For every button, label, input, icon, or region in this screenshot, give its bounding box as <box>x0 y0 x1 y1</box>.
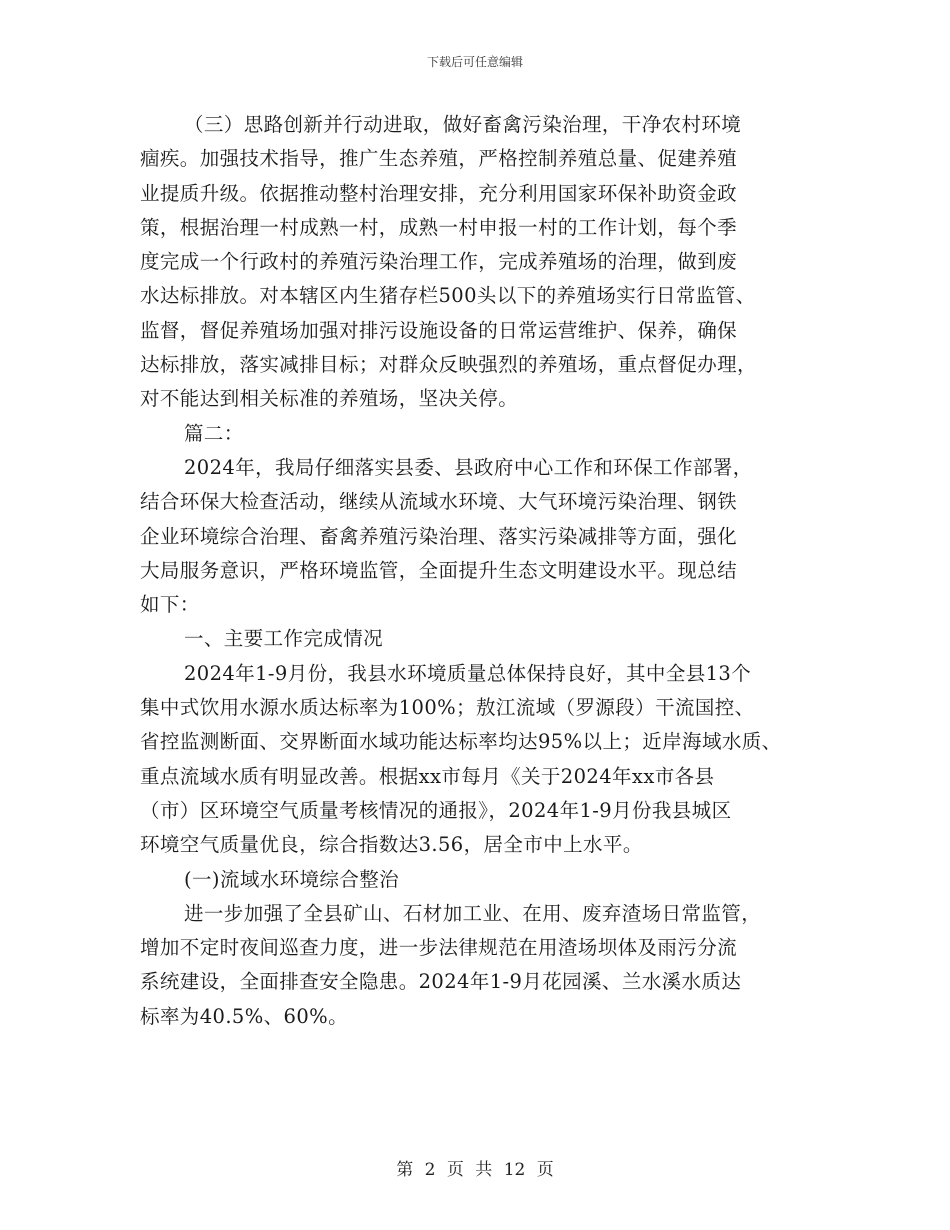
text-line: 结合环保大检查活动，继续从流域水环境、大气环境污染治理、钢铁 <box>140 490 738 514</box>
text-line: （市）区环境空气质量考核情况的通报》，2024年1-9月份我县城区 <box>140 798 732 822</box>
text-line: （三）思路创新并行动进取，做好畜禽污染治理，干净农村环境 <box>184 113 742 136</box>
text-line: 一、主要工作完成情况 <box>184 627 384 651</box>
text-line: 大局服务意识，严格环境监管，全面提升生态文明建设水平。现总结 <box>140 558 738 582</box>
document-body <box>140 108 830 1034</box>
header-note: 下载后可任意编辑 <box>426 55 523 69</box>
text-line: 进一步加强了全县矿山、石材加工业、在用、废弃渣场日常监管， <box>184 901 762 925</box>
text-line: 增加不定时夜间巡查力度，进一步法律规范在用渣场坝体及雨污分流 <box>140 936 738 960</box>
text-line: 重点流域水质有明显改善。根据xx市每月《关于2024年xx市各县 <box>140 764 715 788</box>
text-line: (一)流域水环境综合整治 <box>184 867 400 891</box>
page-footer: 第 2 页 共 12 页 <box>396 1160 554 1180</box>
text-line: 度完成一个行政村的养殖污染治理工作，完成养殖场的治理，做到废 <box>140 250 738 274</box>
text-line: 业提质升级。依据推动整村治理安排，充分利用国家环保补助资金政 <box>140 181 738 205</box>
text-line: 2024年，我局仔细落实县委、县政府中心工作和环保工作部署， <box>184 455 753 479</box>
text-line: 对不能达到相关标准的养殖场，坚决关停。 <box>140 387 519 411</box>
text-line: 策，根据治理一村成熟一村，成熟一村申报一村的工作计划，每个季 <box>140 215 738 239</box>
text-line: 企业环境综合治理、畜禽养殖污染治理、落实污染减排等方面，强化 <box>140 524 738 548</box>
text-line: 省控监测断面、交界断面水域功能达标率均达95%以上；近岸海域水质、 <box>140 730 782 754</box>
text-line: 标率为40.5%、60%。 <box>140 1004 348 1028</box>
text-line: 集中式饮用水源水质达标率为100%；敖江流域（罗源段）干流国控、 <box>140 696 755 720</box>
text-line: 篇二： <box>184 421 244 445</box>
text-line: 系统建设，全面排查安全隐患。2024年1-9月花园溪、兰水溪水质达 <box>140 970 742 994</box>
text-line: 如下： <box>140 593 200 617</box>
text-line: 环境空气质量优良，综合指数达3.56，居全市中上水平。 <box>140 833 643 857</box>
text-line: 水达标排放。对本辖区内生猪存栏500头以下的养殖场实行日常监管、 <box>140 284 756 308</box>
text-line: 痼疾。加强技术指导，推广生态养殖，严格控制养殖总量、促建养殖 <box>140 147 738 171</box>
text-line: 监督，督促养殖场加强对排污设施设备的日常运营维护、保养，确保 <box>140 318 738 342</box>
text-line: 达标排放，落实减排目标；对群众反映强烈的养殖场，重点督促办理， <box>140 353 757 377</box>
text-line: 2024年1-9月份，我县水环境质量总体保持良好，其中全县13个 <box>184 661 752 685</box>
